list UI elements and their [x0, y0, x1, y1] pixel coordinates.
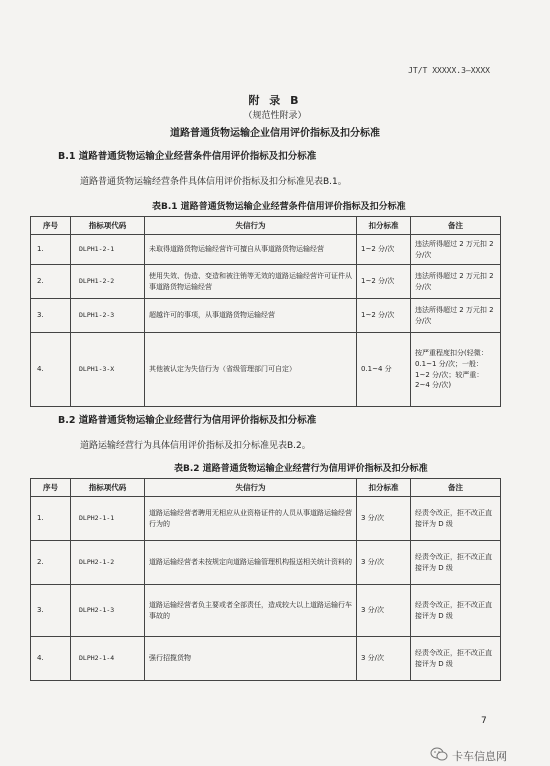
table-row: [31, 541, 501, 585]
cell-code: DLPH2-1-4: [71, 637, 145, 681]
header-standard: 扣分标准: [357, 217, 411, 235]
cell-action: 其他被认定为失信行为（省级管理部门可自定）: [145, 333, 357, 407]
header-standard: 扣分标准: [357, 479, 411, 497]
cell-remark: 违法所得超过 2 万元扣 2 分/次: [411, 265, 501, 299]
cell-no: 3.: [31, 299, 71, 333]
cell-code: DLPH2-1-2: [71, 541, 145, 585]
cell-standard: 3 分/次: [357, 585, 411, 637]
table-b2: [30, 478, 501, 681]
cell-code: DLPH2-1-3: [71, 585, 145, 637]
cell-action: 道路运输经营者聘用无相应从业资格证件的人员从事道路运输经营行为的: [145, 497, 357, 541]
section-b2-heading: B.2 道路普通货物运输企业经营行为信用评价指标及扣分标准: [58, 415, 317, 426]
cell-code: DLPH1-3-X: [71, 333, 145, 407]
cell-no: 2.: [31, 541, 71, 585]
table-header-row: [31, 479, 501, 497]
cell-code: DLPH1-2-2: [71, 265, 145, 299]
cell-no: 4.: [31, 333, 71, 407]
header-remark: 备注: [411, 217, 501, 235]
cell-action: 道路运输经营者未按规定向道路运输管理机构报送相关统计资料的: [145, 541, 357, 585]
header-code: 指标项代码: [71, 479, 145, 497]
header-remark: 备注: [411, 479, 501, 497]
table-b1-caption: 表B.1 道路普通货物运输企业经营条件信用评价指标及扣分标准: [152, 202, 406, 212]
cell-no: 1.: [31, 497, 71, 541]
cell-code: DLPH1-2-1: [71, 235, 145, 265]
table-row: [31, 333, 501, 407]
page-number: 7: [481, 716, 487, 726]
header-action: 失信行为: [145, 479, 357, 497]
standard-code: JT/T XXXXX.3—XXXX: [408, 66, 490, 75]
cell-standard: 0.1~4 分: [357, 333, 411, 407]
cell-standard: 1~2 分/次: [357, 235, 411, 265]
cell-no: 3.: [31, 585, 71, 637]
cell-code: DLPH1-2-3: [71, 299, 145, 333]
table-row: [31, 585, 501, 637]
cell-remark: 经责令改正，拒不改正直接评为 D 级: [411, 585, 501, 637]
cell-code: DLPH2-1-1: [71, 497, 145, 541]
section-b2-paragraph: 道路运输经营行为具体信用评价指标及扣分标准见表B.2。: [80, 441, 311, 451]
table-b2-caption: 表B.2 道路普通货物运输企业经营行为信用评价指标及扣分标准: [174, 464, 428, 474]
cell-remark: 经责令改正，拒不改正直接评为 D 级: [411, 497, 501, 541]
table-row: [31, 299, 501, 333]
table-row: [31, 265, 501, 299]
table-row: [31, 235, 501, 265]
header-no: 序号: [31, 479, 71, 497]
cell-standard: 1~2 分/次: [357, 265, 411, 299]
cell-remark: 违法所得超过 2 万元扣 2 分/次: [411, 235, 501, 265]
cell-no: 2.: [31, 265, 71, 299]
watermark-text: 卡车信息网: [452, 750, 507, 763]
table-header-row: [31, 217, 501, 235]
cell-standard: 1~2 分/次: [357, 299, 411, 333]
table-row: [31, 637, 501, 681]
header-action: 失信行为: [145, 217, 357, 235]
cell-remark: 经责令改正，拒不改正直接评为 D 级: [411, 541, 501, 585]
cell-standard: 3 分/次: [357, 637, 411, 681]
cell-no: 1.: [31, 235, 71, 265]
cell-standard: 3 分/次: [357, 541, 411, 585]
cell-action: 未取得道路货物运输经营许可擅自从事道路货物运输经营: [145, 235, 357, 265]
table-row: [31, 497, 501, 541]
section-b1-paragraph: 道路普通货物运输经营条件具体信用评价指标及扣分标准见表B.1。: [80, 177, 347, 187]
appendix-title: 附 录 B: [248, 94, 302, 107]
wechat-icon: [430, 747, 448, 761]
header-no: 序号: [31, 217, 71, 235]
cell-remark: 经责令改正，拒不改正直接评为 D 级: [411, 637, 501, 681]
cell-remark: 按严重程度扣分(轻微：0.1~1 分/次；一般：1~2 分/次；较严重：2~4 分/次): [411, 333, 501, 407]
cell-action: 强行招揽货物: [145, 637, 357, 681]
cell-action: 使用失效、伪造、变造和被注销等无效的道路运输经营许可证件从事道路货物运输经营: [145, 265, 357, 299]
header-code: 指标项代码: [71, 217, 145, 235]
cell-action: 道路运输经营者负主要或者全部责任，造成较大以上道路运输行车事故的: [145, 585, 357, 637]
appendix-subtitle: （规范性附录）: [243, 111, 307, 121]
appendix-main-title: 道路普通货物运输企业信用评价指标及扣分标准: [170, 128, 380, 139]
table-b1: [30, 216, 501, 407]
cell-standard: 3 分/次: [357, 497, 411, 541]
section-b1-heading: B.1 道路普通货物运输企业经营条件信用评价指标及扣分标准: [58, 151, 317, 162]
cell-remark: 违法所得超过 2 万元扣 2 分/次: [411, 299, 501, 333]
cell-no: 4.: [31, 637, 71, 681]
cell-action: 超越许可的事项，从事道路货物运输经营: [145, 299, 357, 333]
